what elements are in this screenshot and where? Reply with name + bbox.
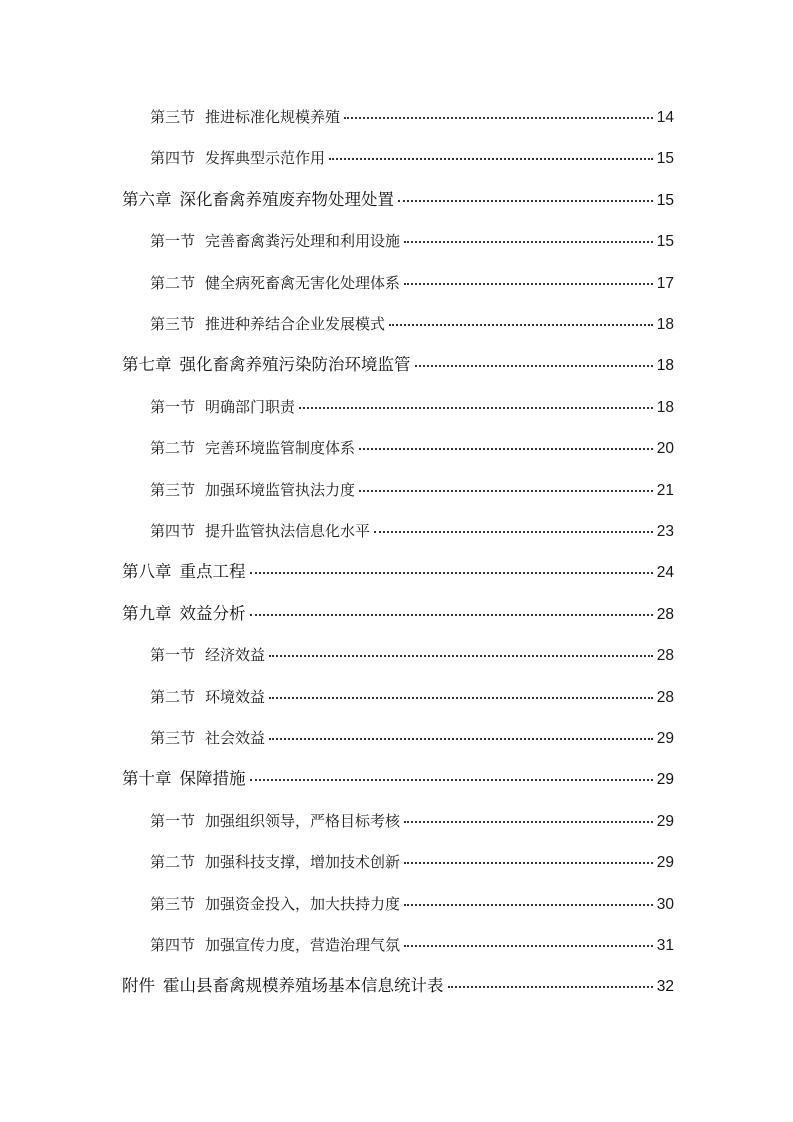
- toc-page-number: 20: [656, 440, 674, 458]
- toc-page-number: 18: [656, 398, 674, 416]
- toc-page-number: 23: [656, 523, 674, 540]
- toc-entry-number: 第四节: [150, 149, 196, 168]
- toc-dot-leader: [269, 697, 653, 699]
- toc-dot-leader: [250, 614, 653, 616]
- toc-dot-leader: [398, 200, 653, 202]
- toc-section-entry[interactable]: [150, 104, 674, 130]
- toc-dot-leader: [269, 738, 653, 740]
- toc-section-entry[interactable]: [150, 849, 674, 875]
- toc-entry-number: 第三节: [150, 108, 196, 126]
- toc-dot-leader: [269, 655, 653, 657]
- toc-section-entry[interactable]: [150, 477, 674, 503]
- toc-page-number: 29: [656, 854, 674, 872]
- toc-section-entry[interactable]: [150, 725, 674, 751]
- toc-entry-number: 第四节: [150, 522, 196, 540]
- toc-section-entry[interactable]: [150, 891, 674, 917]
- toc-page-number: 18: [656, 316, 674, 333]
- toc-entry-number: 第十章: [122, 769, 172, 789]
- toc-dot-leader: [404, 283, 653, 285]
- toc-entry-title: 加强组织领导，严格目标考核: [205, 811, 401, 830]
- toc-entry-title: 完善环境监管制度体系: [205, 439, 356, 458]
- toc-entry-number: 第一节: [150, 397, 196, 416]
- toc-section-entry[interactable]: [150, 145, 674, 171]
- toc-page-number: 28: [656, 688, 674, 706]
- toc-entry-title: 环境效益: [205, 687, 266, 706]
- toc-entry-title: 加强资金投入，加大扶持力度: [205, 894, 401, 913]
- toc-page-number: 15: [656, 150, 674, 168]
- toc-page-number: 30: [656, 895, 674, 913]
- toc-entry-title: 健全病死畜禽无害化处理体系: [205, 273, 401, 292]
- toc-dot-leader: [389, 324, 653, 326]
- toc-chapter-entry[interactable]: [122, 352, 674, 378]
- toc-dot-leader: [344, 117, 653, 119]
- toc-entry-title: 社会效益: [205, 729, 266, 747]
- toc-entry-number: 第三节: [150, 729, 196, 747]
- toc-entry-title: 效益分析: [179, 603, 246, 623]
- toc-chapter-entry[interactable]: [122, 601, 674, 627]
- toc-page-number: 14: [656, 109, 674, 126]
- toc-entry-title: 发挥典型示范作用: [205, 149, 326, 168]
- toc-section-entry[interactable]: [150, 684, 674, 710]
- toc-page-number: 29: [656, 812, 674, 830]
- toc-entry-number: 第三节: [150, 894, 196, 913]
- toc-entry-number: 第四节: [150, 936, 196, 954]
- toc-dot-leader: [374, 531, 653, 533]
- toc-entry-number: 第二节: [150, 273, 196, 292]
- toc-entry-number: 第二节: [150, 439, 196, 458]
- toc-chapter-entry[interactable]: [122, 559, 674, 585]
- toc-entry-title: 加强宣传力度，营造治理气氛: [205, 936, 401, 954]
- toc-entry-title: 重点工程: [179, 562, 246, 582]
- toc-dot-leader: [448, 986, 653, 988]
- toc-page-number: 17: [656, 274, 674, 292]
- toc-dot-leader: [404, 241, 653, 243]
- toc-section-entry[interactable]: [150, 932, 674, 958]
- toc-entry-title: 保障措施: [179, 769, 246, 789]
- toc-page-number: 24: [656, 564, 674, 582]
- toc-entry-number: 第六章: [122, 189, 172, 209]
- toc-dot-leader: [404, 904, 653, 906]
- toc-page-number: 29: [656, 730, 674, 747]
- toc-section-entry[interactable]: [150, 808, 674, 834]
- toc-chapter-entry[interactable]: [122, 187, 674, 213]
- toc-section-entry[interactable]: [150, 311, 674, 337]
- toc-entry-number: 第二节: [150, 853, 196, 872]
- toc-entry-title: 推进标准化规模养殖: [205, 108, 341, 126]
- toc-dot-leader: [404, 821, 653, 823]
- toc-entry-title: 加强科技支撑，增加技术创新: [205, 853, 401, 872]
- toc-section-entry[interactable]: [150, 642, 674, 668]
- toc-dot-leader: [250, 572, 653, 574]
- toc-entry-title: 强化畜禽养殖污染防治环境监管: [179, 355, 411, 375]
- toc-dot-leader: [359, 490, 653, 492]
- toc-entry-title: 经济效益: [205, 646, 266, 665]
- toc-entry-number: 第三节: [150, 480, 196, 499]
- toc-dot-leader: [359, 448, 653, 450]
- toc-section-entry[interactable]: [150, 435, 674, 461]
- toc-page-number: 29: [656, 771, 674, 789]
- toc-page-number: 15: [656, 191, 674, 209]
- toc-dot-leader: [299, 407, 653, 409]
- toc-entry-number: 第一节: [150, 811, 196, 830]
- toc-entry-number: 第八章: [122, 562, 172, 582]
- toc-entry-number: 第一节: [150, 646, 196, 665]
- toc-page-number: 32: [656, 978, 674, 996]
- toc-entry-title: 深化畜禽养殖废弃物处理处置: [179, 189, 394, 209]
- toc-entry-title: 推进种养结合企业发展模式: [205, 315, 386, 333]
- toc-entry-title: 完善畜禽粪污处理和利用设施: [205, 232, 401, 251]
- toc-page-number: 18: [656, 357, 674, 375]
- toc-entry-title: 提升监管执法信息化水平: [205, 522, 371, 540]
- toc-entry-number: 第九章: [122, 603, 172, 623]
- toc-dot-leader: [415, 365, 653, 367]
- toc-dot-leader: [404, 862, 653, 864]
- toc-entry-number: 第一节: [150, 232, 196, 251]
- toc-entry-number: 第二节: [150, 687, 196, 706]
- toc-entry-number: 第七章: [122, 355, 172, 375]
- toc-page-number: 28: [656, 605, 674, 623]
- toc-entry-title: 明确部门职责: [205, 397, 296, 416]
- toc-page-number: 15: [656, 233, 674, 251]
- toc-entry-number: 第三节: [150, 315, 196, 333]
- toc-section-entry[interactable]: [150, 270, 674, 296]
- toc-dot-leader: [250, 779, 653, 781]
- toc-dot-leader: [404, 945, 653, 947]
- toc-page-number: 31: [656, 937, 674, 954]
- toc-section-entry[interactable]: [150, 518, 674, 544]
- toc-entry-number: 附件: [122, 976, 155, 996]
- toc-entry-title: 加强环境监管执法力度: [205, 480, 356, 499]
- toc-chapter-entry[interactable]: [122, 766, 674, 792]
- toc-page-number: 28: [656, 647, 674, 665]
- toc-dot-leader: [329, 158, 653, 160]
- toc-entry-title: 霍山县畜禽规模养殖场基本信息统计表: [163, 976, 444, 996]
- toc-section-entry[interactable]: [150, 394, 674, 420]
- toc-section-entry[interactable]: [150, 228, 674, 254]
- toc-chapter-entry[interactable]: [122, 973, 674, 999]
- toc-page-number: 21: [656, 481, 674, 499]
